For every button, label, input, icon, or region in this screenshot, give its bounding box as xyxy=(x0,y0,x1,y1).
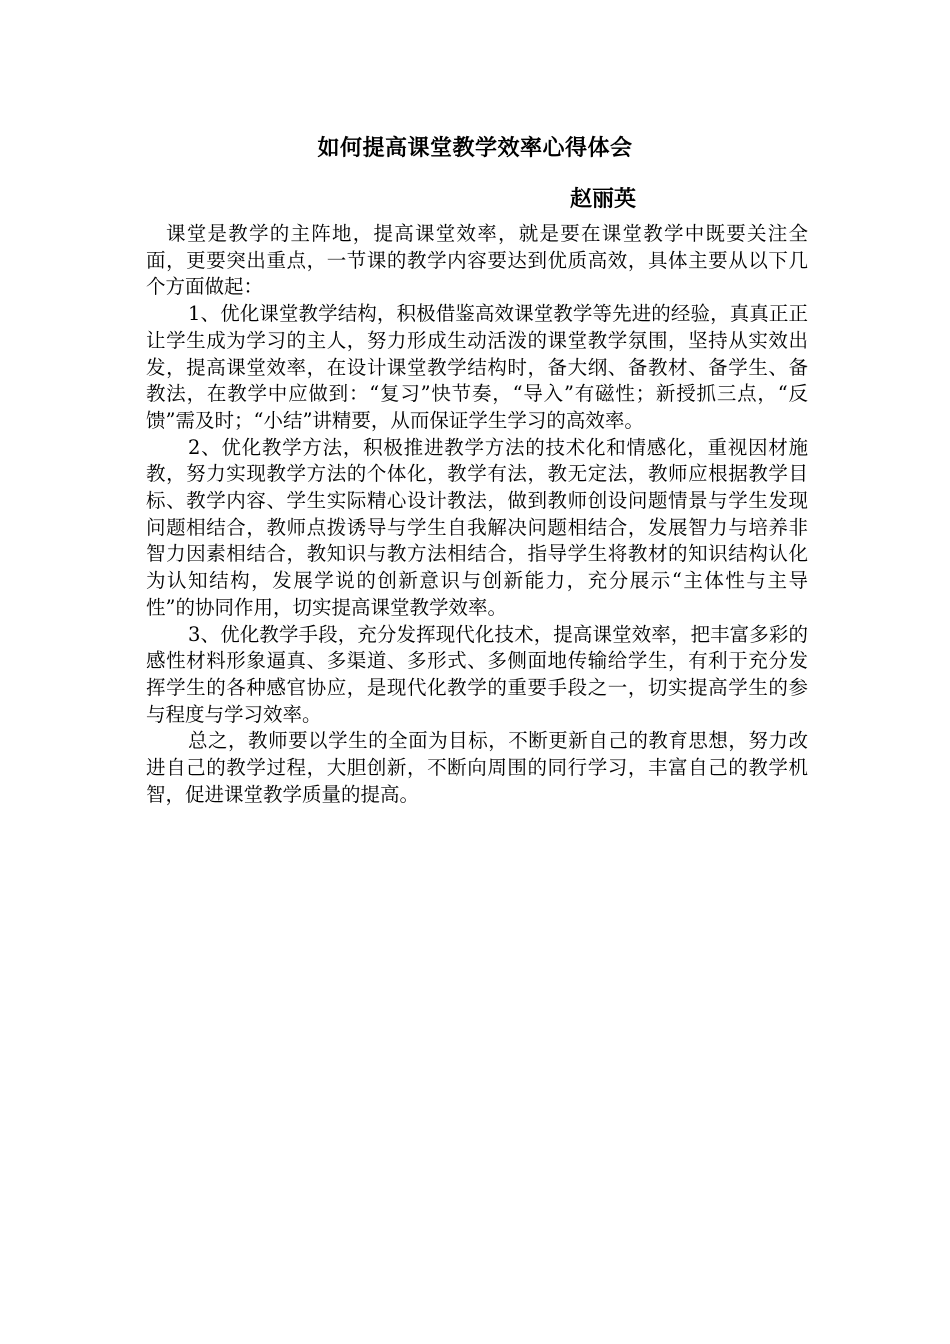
paragraph-point-1: 1、优化课堂教学结构，积极借鉴高效课堂教学等先进的经验，真真正正让学生成为学习的主人，努力形成生动活泼的课堂教学氛围，坚持从实效出发，提高课堂效率，在设计课堂教学结构时，备大纲、备教材、备学生、备教法，在教学中应做到：“复习”快节奏，“导入”有磁性；新授抓三点，“反馈”需及时；“小结”讲精要，从而保证学生学习的高效率。 xyxy=(146,302,808,432)
document-body xyxy=(146,221,808,808)
paragraph-point-2: 2、优化教学方法，积极推进教学方法的技术化和情感化，重视因材施教，努力实现教学方法的个体化，教学有法，教无定法，教师应根据教学目标、教学内容、学生实际精心设计教法，做到教师创设问题情景与学生发现问题相结合，教师点拨诱导与学生自我解决问题相结合，发展智力与培养非智力因素相结合，教知识与教方法相结合，指导学生将教材的知识结构认化为认知结构，发展学说的创新意识与创新能力，充分展示“主体性与主导性”的协同作用，切实提高课堂教学效率。 xyxy=(146,435,808,619)
paragraph-point-3: 3、优化教学手段，充分发挥现代化技术，提高课堂效率，把丰富多彩的感性材料形象逼真、多渠道、多形式、多侧面地传输给学生，有利于充分发挥学生的各种感官协应，是现代化教学的重要手段之一，切实提高学生的参与程度与学习效率。 xyxy=(146,622,808,726)
paragraph-intro: 课堂是教学的主阵地，提高课堂效率，就是要在课堂教学中既要关注全面，更要突出重点，一节课的教学内容要达到优质高效，具体主要从以下几个方面做起： xyxy=(146,222,808,299)
document-author: 赵丽英 xyxy=(570,187,637,212)
document-title: 如何提高课堂教学效率心得体会 xyxy=(317,136,633,161)
paragraph-conclusion: 总之，教师要以学生的全面为目标，不断更新自己的教育思想，努力改进自己的教学过程，大胆创新，不断向周围的同行学习，丰富自己的教学机智，促进课堂教学质量的提高。 xyxy=(146,729,808,806)
